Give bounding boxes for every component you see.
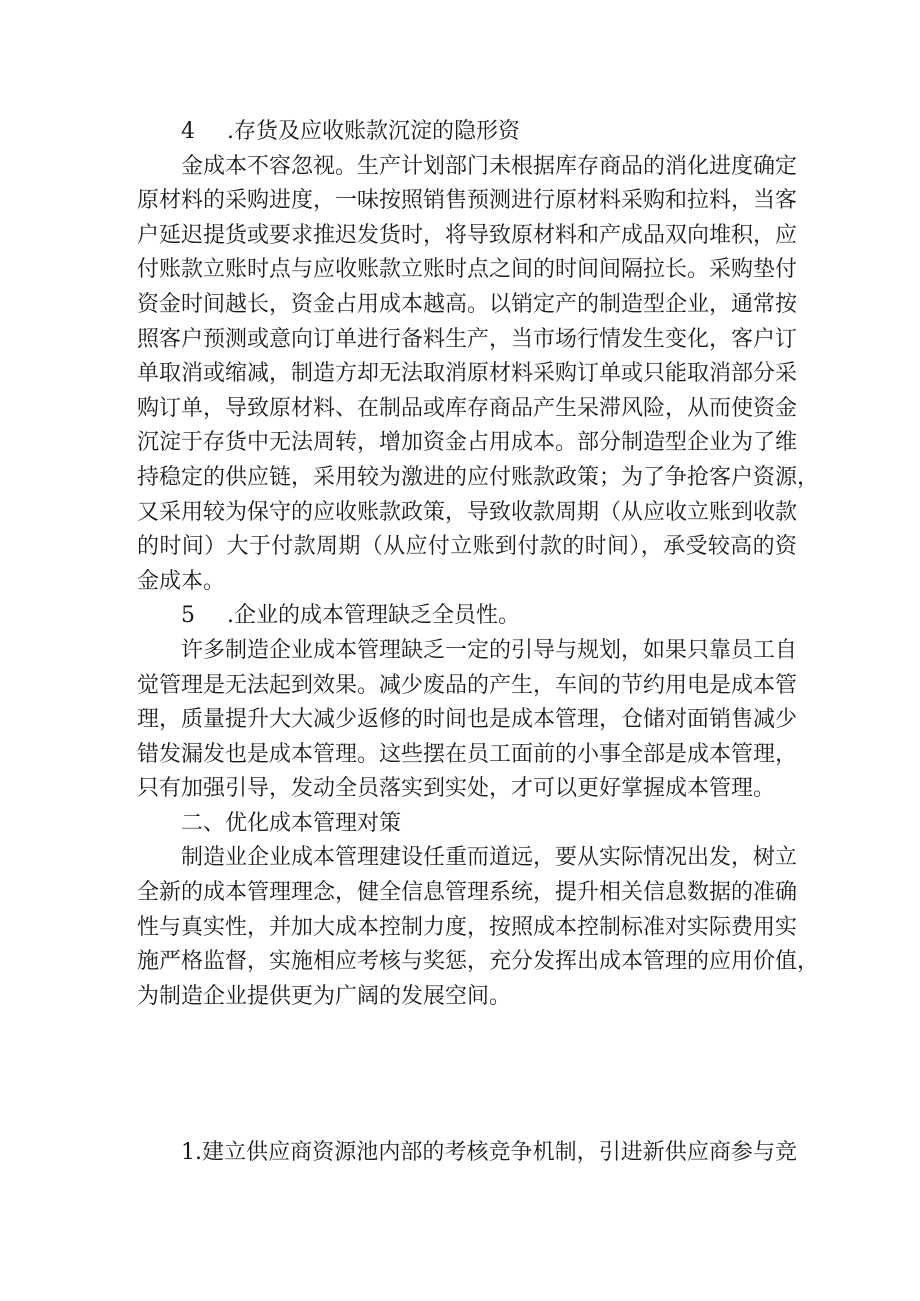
section-5-title: .企业的成本管理缺乏全员性。 (227, 603, 520, 629)
item-1-text: .建立供应商资源池内部的考核竞争机制，引进新供应商参与竞 (195, 1140, 797, 1165)
section-4-title: .存货及应收账款沉淀的隐形资 (227, 119, 520, 144)
paragraph-line: 原材料的采购进度，一味按照销售预测进行原材料采购和拉料，当客 (137, 188, 798, 214)
item-1-heading (181, 1136, 797, 1171)
paragraph-line: 施严格监督，实施相应考核与奖惩，充分发挥出成本管理的应用价值， (137, 949, 820, 975)
section-4-number: 4 (181, 119, 195, 144)
paragraph-line: 购订单，导致原材料、在制品或库存商品产生呆滞风险，从而使资金 (137, 395, 798, 421)
section-5-number: 5 (181, 603, 195, 629)
document-body (137, 115, 820, 1014)
paragraph-line: 的时间）大于付款周期（从应付立账到付款的时间），承受较高的资 (137, 534, 797, 560)
paragraph-line: 金成本不容忽视。生产计划部门未根据库存商品的消化进度确定 (181, 153, 798, 179)
paragraph-line: 沉淀于存货中无法周转，增加资金占用成本。部分制造型企业为了维 (137, 430, 798, 456)
item-1-number: 1 (181, 1140, 195, 1165)
paragraph-line: 单取消或缩减，制造方却无法取消原材料采购订单或只能取消部分采 (137, 361, 798, 387)
paragraph-line: 又采用较为保守的应收账款政策，导致收款周期（从应收立账到收款 (137, 499, 798, 525)
paragraph-line: 只有加强引导，发动全员落实到实处，才可以更好掌握成本管理。 (137, 776, 776, 802)
paragraph-line: 持稳定的供应链，采用较为激进的应付账款政策；为了争抢客户资源， (137, 464, 820, 490)
paragraph-line: 觉管理是无法起到效果。减少废品的产生，车间的节约用电是成本管 (137, 672, 798, 698)
paragraph-line: 金成本。 (137, 568, 226, 594)
paragraph-line: 理，质量提升大大减少返修的时间也是成本管理，仓储对面销售减少 (137, 707, 798, 733)
paragraph-line: 为制造企业提供更为广阔的发展空间。 (137, 983, 512, 1009)
paragraph-line: 错发漏发也是成本管理。这些摆在员工面前的小事全部是成本管理， (137, 741, 798, 767)
paragraph-line: 制造业企业成本管理建设任重而道远，要从实际情况出发，树立 (181, 845, 798, 871)
paragraph-line: 付账款立账时点与应收账款立账时点之间的时间间隔拉长。采购垫付 (137, 257, 798, 283)
part-2-heading: 二、优化成本管理对策 (181, 810, 402, 836)
paragraph-line: 照客户预测或意向订单进行备料生产，当市场行情发生变化，客户订 (137, 326, 798, 352)
paragraph-line: 性与真实性，并加大成本控制力度，按照成本控制标准对实际费用实 (137, 914, 798, 940)
paragraph-line: 许多制造企业成本管理缺乏一定的引导与规划，如果只靠员工自 (181, 637, 798, 663)
paragraph-line: 资金时间越长，资金占用成本越高。以销定产的制造型企业，通常按 (137, 291, 798, 317)
section-5-heading (137, 599, 797, 634)
section-4-heading (137, 115, 797, 150)
paragraph-line: 全新的成本管理理念，健全信息管理系统，提升相关信息数据的准确 (137, 880, 798, 906)
paragraph-line: 户延迟提货或要求推迟发货时，将导致原材料和产成品双向堆积，应 (137, 222, 798, 248)
